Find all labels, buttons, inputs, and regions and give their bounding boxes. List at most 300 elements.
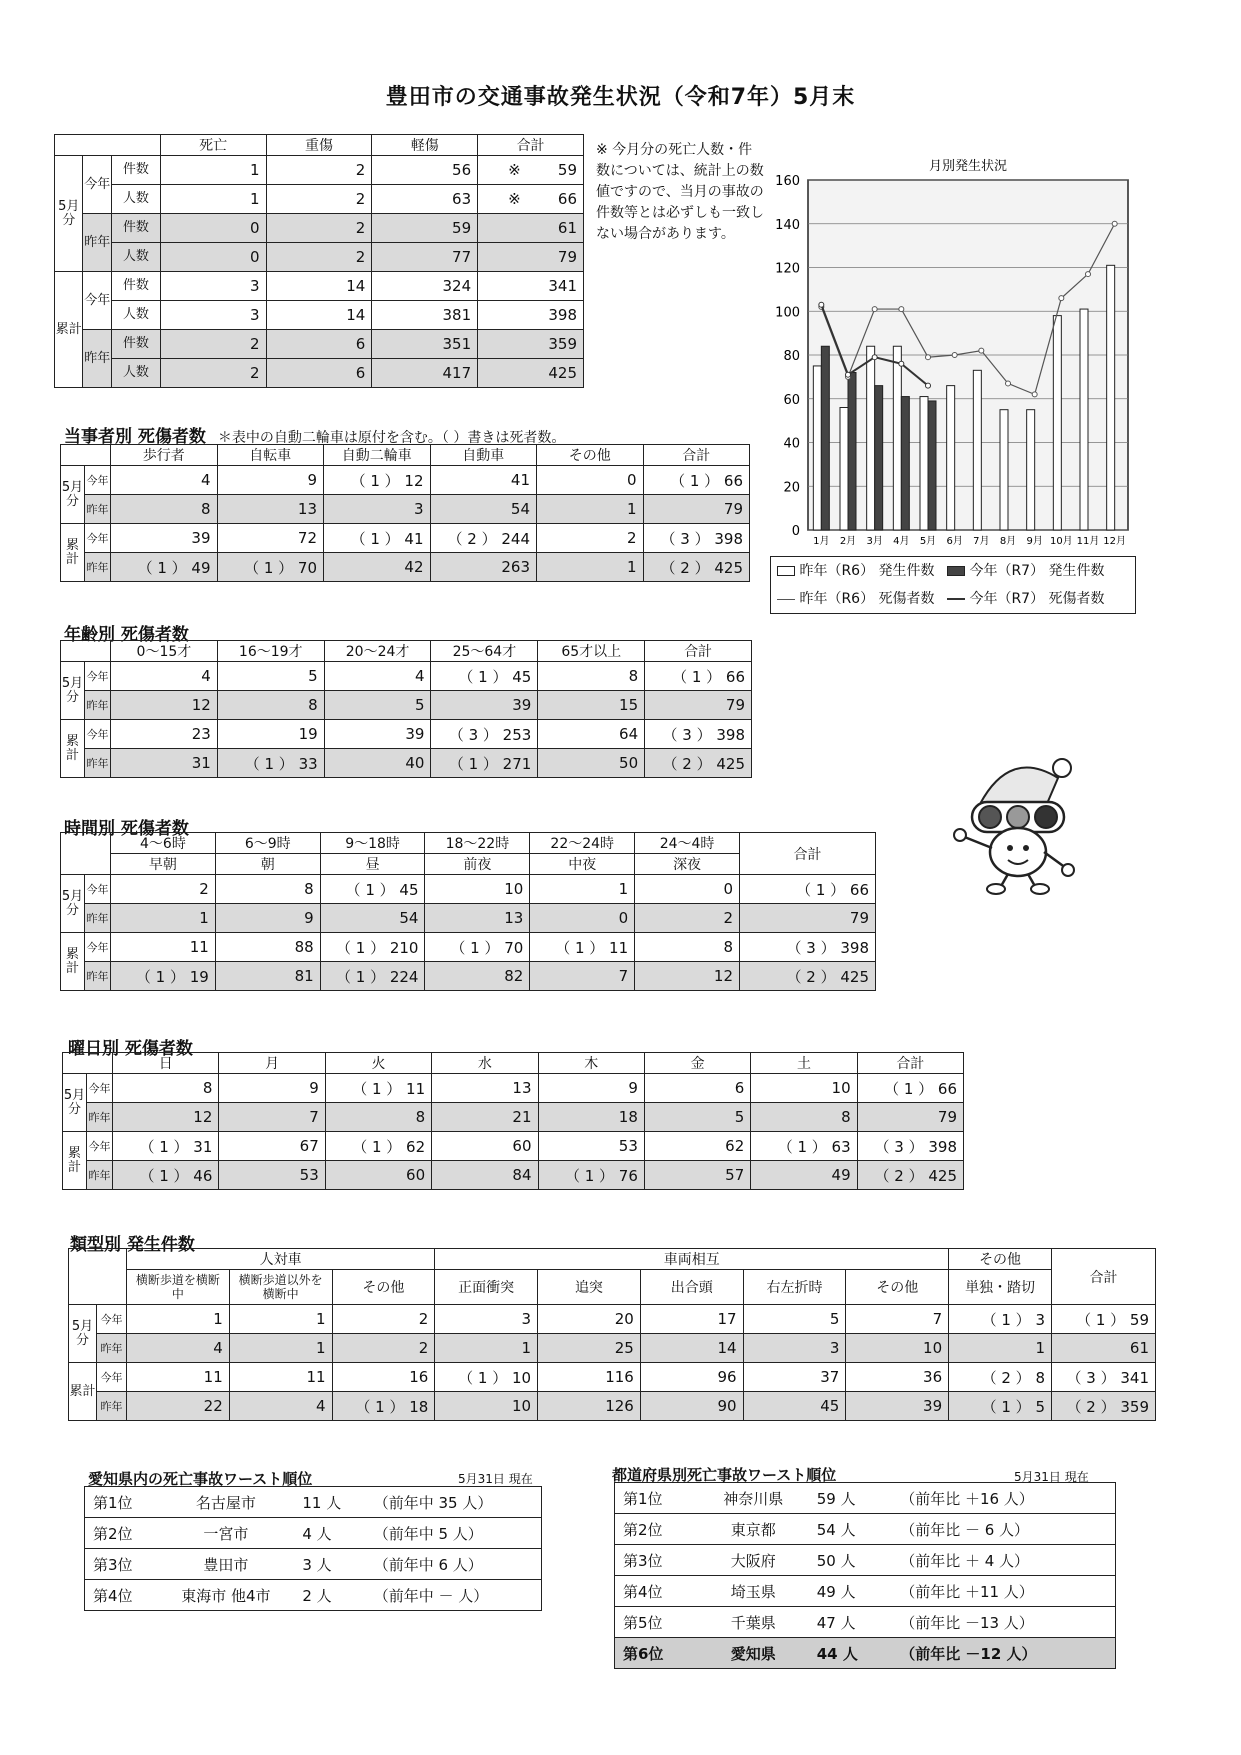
cell: （ 3 ） 341 xyxy=(1052,1363,1156,1392)
note-text: ※ 今月分の死亡人数・件数については、統計上の数値ですので、当月の事故の件数等とは必ずしも一致しない場合があります。 xyxy=(596,142,764,242)
cell: 116 xyxy=(538,1363,641,1392)
cell: 6 xyxy=(266,359,372,388)
group-label: 累計 xyxy=(61,933,85,991)
cell: （ 1 ） 45 xyxy=(320,875,425,904)
cell: 50 xyxy=(538,749,645,778)
cell: 22 xyxy=(127,1392,230,1421)
col-header: 自動車 xyxy=(430,445,537,466)
cell: 2 xyxy=(111,875,216,904)
cell: （ 2 ） 425 xyxy=(857,1161,963,1190)
x-tick-label: 7月 xyxy=(973,536,990,547)
data-point xyxy=(846,372,851,377)
cell: 49 xyxy=(751,1161,857,1190)
cell: 1 xyxy=(127,1305,230,1334)
col-header: 18～22時 xyxy=(425,833,530,854)
cell: 37 xyxy=(743,1363,846,1392)
cell: 8 xyxy=(325,1103,431,1132)
cell: （ 2 ） 425 xyxy=(643,553,750,582)
y-tick-label: 160 xyxy=(775,174,800,189)
cell: 20 xyxy=(538,1305,641,1334)
cell: 96 xyxy=(640,1363,743,1392)
col-header: 22～24時 xyxy=(530,833,635,854)
year-label: 昨年 xyxy=(87,1103,113,1132)
col-header: 4～6時 xyxy=(111,833,216,854)
page-title: 豊田市の交通事故発生状況（令和7年）5月末 xyxy=(385,85,856,110)
year-label: 昨年 xyxy=(85,962,111,991)
cell: （ 1 ） 49 xyxy=(111,553,218,582)
col-header: 合計 xyxy=(645,641,752,662)
x-tick-label: 6月 xyxy=(946,536,963,547)
time-table xyxy=(60,832,876,991)
cell: （ 1 ） 66 xyxy=(645,662,752,691)
col-subheader: 中夜 xyxy=(530,854,635,875)
col-header: 自動二輪車 xyxy=(324,445,431,466)
rank-pref: 愛知県 xyxy=(698,1638,809,1669)
rank-prev: （前年中 － 人） xyxy=(366,1580,542,1611)
data-point xyxy=(1086,272,1091,277)
cell: 341 xyxy=(478,272,584,301)
cell: 79 xyxy=(478,243,584,272)
aichi-rank-date: 5月31日 現在 xyxy=(458,1472,533,1486)
row-label: 人数 xyxy=(111,185,160,214)
legend-label: 今年（R7） 発生件数 xyxy=(969,563,1105,579)
cell: （ 3 ） 253 xyxy=(431,720,538,749)
bar xyxy=(813,366,821,530)
rank-city: 一宮市 xyxy=(157,1518,294,1549)
rank-cell: 第2位 xyxy=(85,1518,158,1549)
cell: 2 xyxy=(266,156,372,185)
cell: 31 xyxy=(111,749,218,778)
cell: （ 1 ） 18 xyxy=(332,1392,435,1421)
group-label: 累計 xyxy=(61,524,85,582)
data-point xyxy=(872,307,877,312)
cell: （ 2 ） 425 xyxy=(645,749,752,778)
cell: 39 xyxy=(111,524,218,553)
cell: 8 xyxy=(751,1103,857,1132)
x-tick-label: 3月 xyxy=(866,536,883,547)
year-label: 今年 xyxy=(85,720,111,749)
rank-diff: （前年比 ＋11 人） xyxy=(892,1576,1115,1607)
group-label: 累計 xyxy=(55,272,83,388)
cell: 10 xyxy=(846,1334,949,1363)
cell: 63 xyxy=(372,185,478,214)
data-point xyxy=(1032,392,1037,397)
rank-count: 3 人 xyxy=(294,1549,365,1580)
col-header: 合計 xyxy=(643,445,750,466)
col-header: 24～4時 xyxy=(635,833,740,854)
col-header: 20～24才 xyxy=(324,641,431,662)
col-header: 水 xyxy=(432,1053,538,1074)
cell: 5 xyxy=(644,1103,750,1132)
cell: 1 xyxy=(229,1334,332,1363)
col-header: その他 xyxy=(846,1270,949,1305)
data-point xyxy=(1112,221,1117,226)
row-label: 件数 xyxy=(111,214,160,243)
rank-cell: 第4位 xyxy=(85,1580,158,1611)
cell: 1 xyxy=(537,495,644,524)
x-tick-label: 11月 xyxy=(1076,536,1100,547)
y-tick-label: 80 xyxy=(783,349,800,364)
cell: 12 xyxy=(111,691,218,720)
col-header: 木 xyxy=(538,1053,644,1074)
year-label: 今年 xyxy=(83,156,111,214)
year-label: 今年 xyxy=(85,662,111,691)
group-label: 5月分 xyxy=(63,1074,87,1132)
cell: 82 xyxy=(425,962,530,991)
col-header: 16～19才 xyxy=(217,641,324,662)
cell: 41 xyxy=(430,466,537,495)
year-label: 今年 xyxy=(85,524,111,553)
col-header: 25～64才 xyxy=(431,641,538,662)
col-header: 正面衝突 xyxy=(435,1270,538,1305)
cell: 64 xyxy=(538,720,645,749)
data-point xyxy=(926,355,931,360)
data-point xyxy=(979,348,984,353)
cell: 5 xyxy=(743,1305,846,1334)
data-point xyxy=(899,307,904,312)
col-header: 重傷 xyxy=(266,135,372,156)
year-label: 昨年 xyxy=(83,214,111,272)
group-header: その他 xyxy=(949,1249,1052,1270)
rank-cell: 第5位 xyxy=(615,1607,698,1638)
cell: 8 xyxy=(217,691,324,720)
cell: 90 xyxy=(640,1392,743,1421)
year-label: 昨年 xyxy=(85,691,111,720)
cell: 2 xyxy=(160,359,266,388)
data-point xyxy=(872,355,877,360)
cell: （ 3 ） 398 xyxy=(645,720,752,749)
col-header: 合計 xyxy=(478,135,584,156)
bar xyxy=(821,346,829,530)
cell: 84 xyxy=(432,1161,538,1190)
bar xyxy=(973,370,981,530)
cell: 2 xyxy=(266,243,372,272)
cell: 17 xyxy=(640,1305,743,1334)
cell: （ 2 ） 244 xyxy=(430,524,537,553)
rank-diff: （前年比 － 6 人） xyxy=(892,1514,1115,1545)
cell: （ 1 ） 11 xyxy=(325,1074,431,1103)
cell: 4 xyxy=(324,662,431,691)
y-tick-label: 20 xyxy=(783,480,800,496)
cell: （ 3 ） 398 xyxy=(740,933,876,962)
cell: 3 xyxy=(160,301,266,330)
cell: 88 xyxy=(215,933,320,962)
year-label: 今年 xyxy=(87,1132,113,1161)
legend-label: 昨年（R6） 死傷者数 xyxy=(799,591,935,607)
col-header: 合計 xyxy=(1052,1249,1156,1305)
year-label: 昨年 xyxy=(85,749,111,778)
cell: 1 xyxy=(537,553,644,582)
year-label: 今年 xyxy=(97,1305,127,1334)
cell: ※ 66 xyxy=(478,185,584,214)
cell: 57 xyxy=(644,1161,750,1190)
x-tick-label: 4月 xyxy=(893,536,910,547)
col-header: 死亡 xyxy=(160,135,266,156)
cell: 1 xyxy=(160,156,266,185)
rank-cell: 第1位 xyxy=(615,1483,698,1514)
data-point xyxy=(899,361,904,366)
group-label: 5月分 xyxy=(61,875,85,933)
cell: 4 xyxy=(111,466,218,495)
pref-rank-title: 都道府県別死亡事故ワースト順位 xyxy=(612,1466,837,1484)
cell: （ 2 ） 359 xyxy=(1052,1392,1156,1421)
col-header: 合計 xyxy=(740,833,876,875)
year-label: 昨年 xyxy=(85,495,111,524)
cell: 13 xyxy=(432,1074,538,1103)
col-header: 合計 xyxy=(857,1053,963,1074)
cell: （ 1 ） 41 xyxy=(324,524,431,553)
cell: 53 xyxy=(538,1132,644,1161)
rank-pref: 埼玉県 xyxy=(698,1576,809,1607)
row-label: 人数 xyxy=(111,301,160,330)
col-header: 軽傷 xyxy=(372,135,478,156)
y-tick-label: 60 xyxy=(783,392,800,408)
col-header: 65才以上 xyxy=(538,641,645,662)
group-header: 人対車 xyxy=(127,1249,435,1270)
x-tick-label: 8月 xyxy=(999,536,1017,547)
cell: 11 xyxy=(111,933,216,962)
x-tick-label: 1月 xyxy=(813,536,830,547)
year-label: 今年 xyxy=(97,1363,127,1392)
cell: 10 xyxy=(435,1392,538,1421)
cell: （ 1 ） 11 xyxy=(530,933,635,962)
cell: 2 xyxy=(266,214,372,243)
legend-line-prev-persons xyxy=(777,599,795,600)
rank-cell: 第6位 xyxy=(615,1638,698,1669)
group-label: 5月分 xyxy=(55,156,83,272)
cell: 8 xyxy=(113,1074,219,1103)
rank-pref: 千葉県 xyxy=(698,1607,809,1638)
cell: 1 xyxy=(435,1334,538,1363)
rank-diff: （前年比 －12 人） xyxy=(892,1638,1115,1669)
cell: （ 1 ） 45 xyxy=(431,662,538,691)
cell: 3 xyxy=(743,1334,846,1363)
cell: 18 xyxy=(538,1103,644,1132)
cell: 3 xyxy=(160,272,266,301)
bar xyxy=(1053,316,1061,530)
data-point xyxy=(952,353,957,358)
year-label: 昨年 xyxy=(85,904,111,933)
cell: 4 xyxy=(229,1392,332,1421)
rank-count: 49 人 xyxy=(809,1576,892,1607)
rank-cell: 第3位 xyxy=(85,1549,158,1580)
cell: 67 xyxy=(219,1132,325,1161)
section-title: 当事者別 死傷者数 ＊表中の自動二輪車は原付を含む。（ ）書きは死者数。 xyxy=(64,427,566,447)
rank-count: 50 人 xyxy=(809,1545,892,1576)
cell: 39 xyxy=(846,1392,949,1421)
data-point xyxy=(1006,381,1011,386)
row-label: 件数 xyxy=(111,272,160,301)
cell: 398 xyxy=(478,301,584,330)
legend-row xyxy=(771,585,1135,613)
cell: 14 xyxy=(640,1334,743,1363)
cell: 54 xyxy=(320,904,425,933)
cell: 1 xyxy=(949,1334,1052,1363)
legend-label: 昨年（R6） 発生件数 xyxy=(799,563,935,579)
data-point xyxy=(1059,296,1064,301)
rank-diff: （前年比 －13 人） xyxy=(892,1607,1115,1638)
legend-label: 今年（R7） 死傷者数 xyxy=(969,591,1105,607)
rank-prev: （前年中 5 人） xyxy=(366,1518,542,1549)
bar xyxy=(1080,309,1088,530)
col-header: 出合頭 xyxy=(640,1270,743,1305)
cell: （ 1 ） 66 xyxy=(857,1074,963,1103)
cell: （ 1 ） 271 xyxy=(431,749,538,778)
row-label: 人数 xyxy=(111,243,160,272)
cell: 1 xyxy=(530,875,635,904)
cell: 8 xyxy=(635,933,740,962)
cell: （ 1 ） 3 xyxy=(949,1305,1052,1334)
cell: 2 xyxy=(332,1305,435,1334)
col-header: 追突 xyxy=(538,1270,641,1305)
cell: 8 xyxy=(111,495,218,524)
cell: 54 xyxy=(430,495,537,524)
col-header: 金 xyxy=(644,1053,750,1074)
group-label: 5月分 xyxy=(61,466,85,524)
cell: 126 xyxy=(538,1392,641,1421)
cell: （ 1 ） 62 xyxy=(325,1132,431,1161)
cell: 59 xyxy=(372,214,478,243)
aichi-rank-title: 愛知県内の死亡事故ワースト順位 xyxy=(88,1470,313,1488)
section-title: 曜日別 死傷者数 xyxy=(68,1039,193,1059)
bar xyxy=(848,373,856,531)
monthly-chart xyxy=(760,150,1140,620)
cell: （ 1 ） 63 xyxy=(751,1132,857,1161)
x-tick-label: 2月 xyxy=(839,536,857,547)
cell: 60 xyxy=(432,1132,538,1161)
x-tick-label: 10月 xyxy=(1049,536,1073,547)
year-label: 昨年 xyxy=(85,553,111,582)
col-header: 日 xyxy=(113,1053,219,1074)
rank-prev: （前年中 35 人） xyxy=(366,1487,542,1518)
cell: 77 xyxy=(372,243,478,272)
rank-cell: 第4位 xyxy=(615,1576,698,1607)
cell: （ 2 ） 425 xyxy=(740,962,876,991)
bar xyxy=(840,408,848,531)
rank-cell: 第1位 xyxy=(85,1487,158,1518)
cell: （ 1 ） 59 xyxy=(1052,1305,1156,1334)
cell: 81 xyxy=(215,962,320,991)
col-header: 火 xyxy=(325,1053,431,1074)
cell: 23 xyxy=(111,720,218,749)
col-header: その他 xyxy=(537,445,644,466)
year-label: 今年 xyxy=(85,875,111,904)
cell: （ 1 ） 66 xyxy=(643,466,750,495)
cell: 3 xyxy=(435,1305,538,1334)
row-label: 件数 xyxy=(111,156,160,185)
rank-city: 豊田市 xyxy=(157,1549,294,1580)
bar xyxy=(928,401,936,530)
cell: 11 xyxy=(127,1363,230,1392)
cell: （ 1 ） 46 xyxy=(113,1161,219,1190)
y-tick-label: 40 xyxy=(783,436,800,452)
cell: 21 xyxy=(432,1103,538,1132)
chart-svg xyxy=(760,150,1140,550)
cell: 0 xyxy=(635,875,740,904)
cell: 61 xyxy=(478,214,584,243)
cell: 14 xyxy=(266,301,372,330)
cell: （ 3 ） 398 xyxy=(643,524,750,553)
year-label: 今年 xyxy=(87,1074,113,1103)
mark: ※ xyxy=(508,190,521,208)
col-header: 月 xyxy=(219,1053,325,1074)
cell: 2 xyxy=(332,1334,435,1363)
cell: 4 xyxy=(127,1334,230,1363)
weekday-table xyxy=(62,1052,964,1190)
cell: 417 xyxy=(372,359,478,388)
cell: 4 xyxy=(111,662,218,691)
mascot-illustration xyxy=(950,756,1080,896)
cell: （ 1 ） 70 xyxy=(425,933,530,962)
cell: 7 xyxy=(219,1103,325,1132)
cell: 19 xyxy=(217,720,324,749)
cell: 53 xyxy=(219,1161,325,1190)
year-label: 昨年 xyxy=(83,330,111,388)
cell: （ 3 ） 398 xyxy=(857,1132,963,1161)
aichi-rank-table xyxy=(84,1486,542,1611)
x-tick-label: 5月 xyxy=(919,536,937,547)
cell: 324 xyxy=(372,272,478,301)
rank-cell: 第2位 xyxy=(615,1514,698,1545)
cell: 1 xyxy=(111,904,216,933)
rank-pref: 神奈川県 xyxy=(698,1483,809,1514)
cell: 12 xyxy=(635,962,740,991)
col-header: 0～15才 xyxy=(111,641,218,662)
col-header: 6～9時 xyxy=(215,833,320,854)
cell: 351 xyxy=(372,330,478,359)
cell: 9 xyxy=(215,904,320,933)
rank-city: 東海市 他4市 xyxy=(157,1580,294,1611)
year-label: 昨年 xyxy=(97,1334,127,1363)
section-title: 類型別 発生件数 xyxy=(70,1235,195,1255)
cell: 40 xyxy=(324,749,431,778)
col-header: 9～18時 xyxy=(320,833,425,854)
row-label: 件数 xyxy=(111,330,160,359)
rank-count: 59 人 xyxy=(809,1483,892,1514)
cell: （ 1 ） 66 xyxy=(740,875,876,904)
cell: 2 xyxy=(160,330,266,359)
legend-swatch-prev-cases xyxy=(777,566,795,576)
cell: 0 xyxy=(160,243,266,272)
cell: 9 xyxy=(219,1074,325,1103)
rank-count: 44 人 xyxy=(809,1638,892,1669)
cell: 15 xyxy=(538,691,645,720)
cell: 5 xyxy=(324,691,431,720)
bar xyxy=(920,397,928,530)
cell: 10 xyxy=(751,1074,857,1103)
rank-count: 4 人 xyxy=(294,1518,365,1549)
summary-table xyxy=(54,134,584,388)
group-label: 累計 xyxy=(61,720,85,778)
x-tick-label: 12月 xyxy=(1103,536,1127,547)
cell: 56 xyxy=(372,156,478,185)
cell: 0 xyxy=(537,466,644,495)
section-title: 時間別 死傷者数 xyxy=(64,819,189,839)
data-point xyxy=(926,383,931,388)
type-table xyxy=(68,1248,1156,1421)
col-header: 歩行者 xyxy=(111,445,218,466)
year-label: 今年 xyxy=(85,933,111,962)
cell: （ 1 ） 31 xyxy=(113,1132,219,1161)
cell: 263 xyxy=(430,553,537,582)
rank-pref: 大阪府 xyxy=(698,1545,809,1576)
cell: 11 xyxy=(229,1363,332,1392)
bar xyxy=(867,346,875,530)
cell: 9 xyxy=(217,466,324,495)
cell: 13 xyxy=(425,904,530,933)
bar xyxy=(901,397,909,530)
group-label: 累計 xyxy=(69,1363,97,1421)
